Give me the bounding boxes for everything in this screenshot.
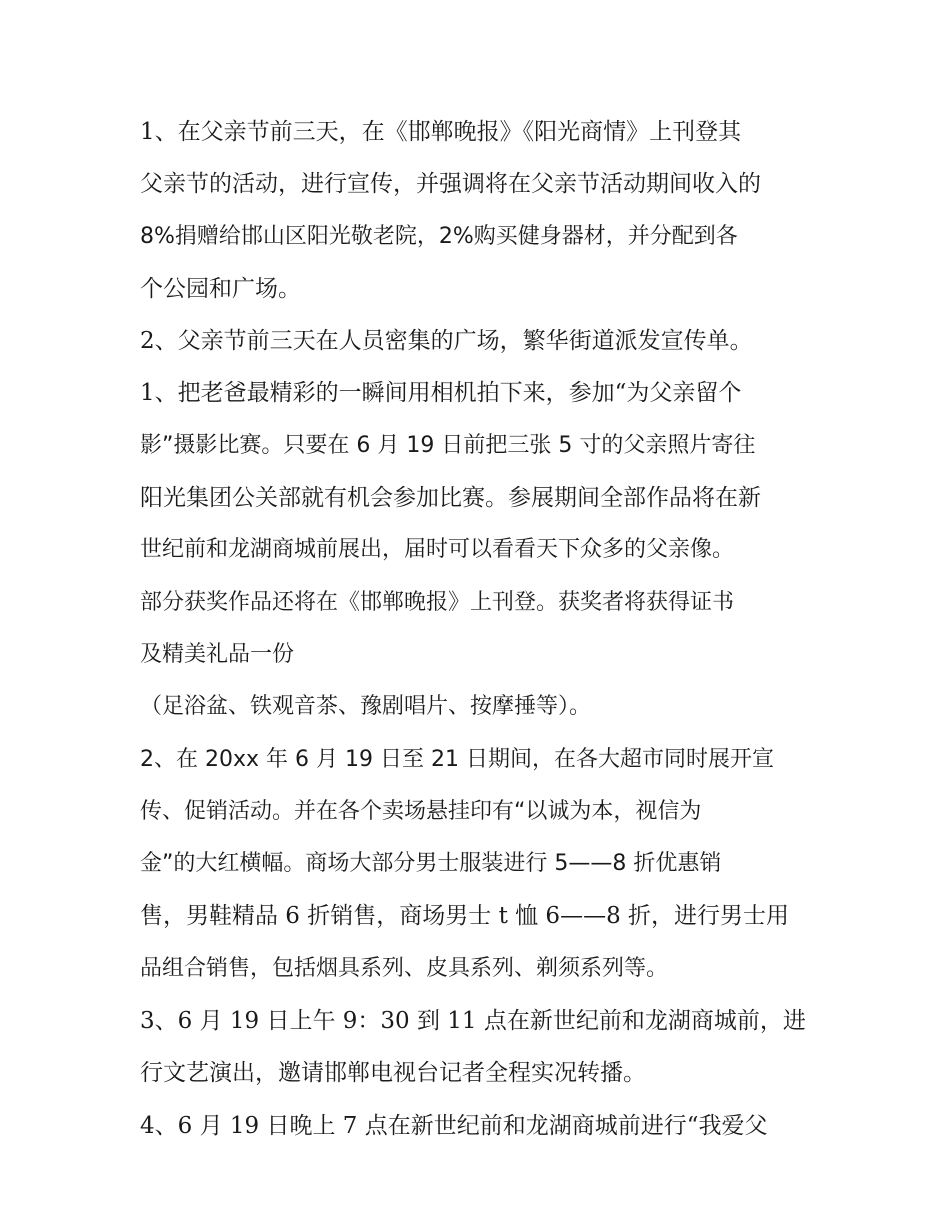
text-line: 4、6 月 19 日晚上 7 点在新世纪前和龙湖商城前进行“我爱父 [140, 1112, 768, 1139]
text-line: 阳光集团公关部就有机会参加比赛。参展期间全部作品将在新 [140, 485, 761, 512]
text-line: 世纪前和龙湖商城前展出，届时可以看看天下众多的父亲像。 [140, 537, 735, 563]
text-line: （足浴盆、铁观音茶、豫剧唱片、按摩捶等）。 [140, 694, 592, 720]
text-line: 及精美礼品一份 [140, 641, 295, 667]
text-line: 影”摄影比赛。只要在 6 月 19 日前把三张 5 寸的父亲照片寄往 [140, 432, 756, 458]
text-line: 父亲节的活动，进行宣传，并强调将在父亲节活动期间收入的 [140, 171, 761, 198]
text-line: 2、在 20xx 年 6 月 19 日至 21 日期间，在各大超市同时展开宣 [140, 746, 774, 772]
text-line: 部分获奖作品还将在《邯郸晚报》上刊登。获奖者将获得证书 [140, 589, 735, 615]
text-line: 售，男鞋精品 6 折销售，商场男士 t 恤 6——8 折，进行男士用 [140, 903, 790, 930]
text-line: 8%捐赠给邯山区阳光敬老院，2%购买健身器材，并分配到各 [140, 223, 738, 249]
text-line: 行文艺演出，邀请邯郸电视台记者全程实况转播。 [140, 1060, 646, 1087]
document-body [140, 106, 820, 1152]
text-line: 3、6 月 19 日上午 9：30 到 11 点在新世纪前和龙湖商城前，进 [140, 1008, 806, 1035]
text-line: 传、促销活动。并在各个卖场悬挂印有“以诚为本，视信为 [140, 798, 702, 824]
text-line: 1、把老爸最精彩的一瞬间用相机拍下来，参加“为父亲留个 [140, 380, 742, 407]
text-line: 2、父亲节前三天在人员密集的广场，繁华街道派发宣传单。 [140, 328, 753, 355]
text-line: 品组合销售，包括烟具系列、皮具系列、剃须系列等。 [140, 955, 669, 981]
text-line: 金”的大红横幅。商场大部分男士服装进行 5——8 折优惠销 [140, 851, 722, 877]
text-line: 1、在父亲节前三天，在《邯郸晚报》《阳光商情》上刊登其 [140, 119, 742, 145]
text-line: 个公园和广场。 [140, 275, 301, 302]
